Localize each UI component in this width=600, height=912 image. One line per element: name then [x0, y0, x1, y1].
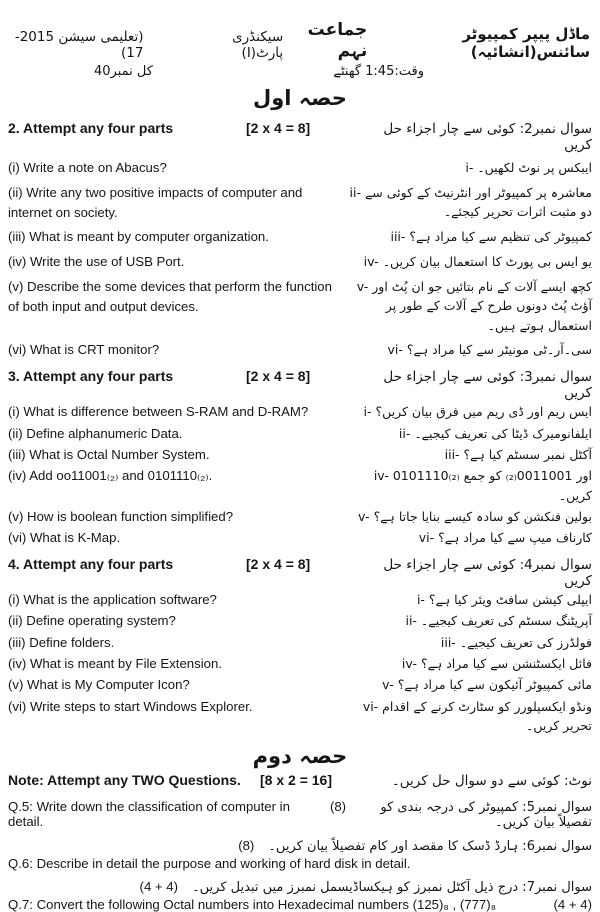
- section-q2-marks-bracket: [2 x 4 = 8]: [246, 120, 311, 136]
- question-text-ur: iv- فائل ایکسٹنشن سے کیا مراد ہے؟: [401, 656, 592, 672]
- question5-text-ur: سوال نمبر5: کمپیوٹر کی درجہ بندی کو تفصیلاً بیان کریں۔: [380, 799, 592, 830]
- question-text-en: (iii) Define folders.: [8, 634, 115, 650]
- question-row: [8, 252, 592, 272]
- question-text-en: (i) What is difference between S-RAM and D-RAM?: [8, 404, 309, 420]
- question-text-en: (v) How is boolean function simplified?: [8, 508, 234, 524]
- question-row: [8, 158, 592, 178]
- question-text-ur: i- ایبکس پر نوٹ لکھیں۔: [465, 160, 592, 175]
- question6-text-en: Q.6: Describe in detail the purpose and working of hard disk in detail.: [8, 855, 411, 871]
- question7-english-line: [8, 897, 592, 912]
- section-q4-items: [8, 590, 592, 735]
- question6-marks: (8): [238, 837, 255, 853]
- section-q4-heading-en: 4. Attempt any four parts: [8, 555, 174, 572]
- paper-subheader: [8, 61, 592, 79]
- question-text-ur: v- بولین فنکشن کو سادہ کیسے بنایا جاتا ہے؟: [358, 508, 592, 524]
- paper-title: ماڈل پیپر کمپیوٹر سائنس(انشائیہ): [462, 25, 590, 61]
- question-row: [8, 183, 592, 223]
- question5-marks: (8): [329, 798, 347, 814]
- section-q2-heading-row: [8, 120, 592, 153]
- question7-block: [8, 879, 592, 912]
- question-row: [8, 424, 592, 444]
- question-text-en: (vi) Write steps to start Windows Explorer.: [8, 698, 253, 714]
- session-label: (تعلیمی سیشن 2015-17): [14, 29, 144, 61]
- question7-text-ur: سوال نمبر7: درج ذیل آکٹل نمبرز کو ہیکساڈیسمل نمبرز میں تبدیل کریں۔: [192, 879, 592, 895]
- question-text-en: (iii) What is Octal Number System.: [8, 447, 210, 462]
- class-label: جماعت نہم: [307, 20, 368, 61]
- question-text-ur: v- کچھ ایسے آلات کے نام بتائیں جو ان پُٹ اور آؤٹ پُٹ دونوں طرح کے آلات کے طور پر استعمال ہوتے ہیں۔: [356, 278, 592, 333]
- section-q3-heading-en: 3. Attempt any four parts: [8, 367, 174, 384]
- question-row: [8, 340, 592, 360]
- question6-urdu-line: [8, 838, 592, 854]
- part-label: سیکنڈری پارٹ(I): [232, 29, 284, 61]
- question-text-ur: iii- فولڈرز کی تعریف کیجیے۔: [440, 634, 592, 650]
- question-text-en: (ii) Write any two positive impacts of computer and internet on society.: [8, 184, 303, 220]
- question-row: [8, 466, 592, 505]
- question-text-en: (v) Describe the some devices that perform the function of both input and output devices.: [8, 278, 332, 314]
- question6-block: [8, 838, 592, 871]
- paper-header: [8, 10, 592, 61]
- question-row: [8, 654, 592, 674]
- note-text-en: Note: Attempt any TWO Questions.: [8, 771, 241, 788]
- note-marks-bracket: [8 x 2 = 16]: [260, 771, 332, 788]
- time-label: وقت:1:45 گھنٹے: [333, 64, 424, 79]
- question-text-ur: ii- معاشرہ پر کمپیوٹر اور انٹرنیٹ کے کوئی سے دو مثبت اثرات تحریر کیجئے۔: [349, 184, 592, 220]
- question-text-en: (vi) What is CRT monitor?: [8, 342, 160, 358]
- part2-heading: حصہ دوم: [252, 743, 348, 768]
- question-text-en: (iv) What is meant by File Extension.: [8, 656, 223, 672]
- question-row: [8, 227, 592, 247]
- note-text-ur: نوٹ: کوئی سے دو سوال حل کریں۔: [391, 772, 592, 789]
- section-q2-heading-en: 2. Attempt any four parts: [8, 120, 174, 136]
- question-text-en: (ii) Define alphanumeric Data.: [8, 425, 183, 441]
- question5-row: [8, 799, 592, 830]
- part2-note-row: [8, 772, 592, 789]
- question-text-ur: iii- آکٹل نمبر سسٹم کیا ہے؟: [444, 447, 592, 462]
- total-marks-label: کل نمبر40: [94, 64, 153, 79]
- section-q2-items: [8, 158, 592, 360]
- question-row: [8, 507, 592, 527]
- question-row: [8, 590, 592, 610]
- part1-heading: حصہ اول: [253, 86, 347, 110]
- question-row: [8, 445, 592, 465]
- question-text-en: (iv) Write the use of USB Port.: [8, 254, 185, 270]
- section-q4-marks-bracket: [2 x 4 = 8]: [246, 555, 311, 572]
- question-text-en: (vi) What is K-Map.: [8, 529, 121, 545]
- section-q2-heading-ur: سوال نمبر2: کوئی سے چار اجزاء حل کریں: [383, 121, 592, 153]
- question-row: [8, 697, 592, 736]
- section-q3-heading-row: [8, 368, 592, 401]
- section-q4-heading-ur: سوال نمبر4: کوئی سے چار اجزاء حل کریں: [383, 556, 592, 589]
- question-text-ur: i- ایس ریم اور ڈی ریم میں فرق بیان کریں؟: [363, 404, 592, 420]
- question-text-ur: iv- 0101110₍₂₎ اور 0011001₍₂₎ کو جمع کریں۔: [373, 468, 592, 503]
- section-q3-marks-bracket: [2 x 4 = 8]: [246, 367, 311, 384]
- question7-text-en: Q.7: Convert the following Octal numbers into Hexadecimal numbers (125)₈ , (777)₈: [8, 896, 497, 912]
- question-row: [8, 675, 592, 695]
- question-text-ur: ii- آپریٹنگ سسٹم کی تعریف کیجیے۔: [405, 613, 592, 629]
- question-text-en: (v) What is My Computer Icon?: [8, 677, 190, 693]
- question-row: [8, 402, 592, 422]
- question-text-en: (iii) What is meant by computer organization.: [8, 229, 269, 245]
- question-text-en: (i) What is the application software?: [8, 592, 217, 608]
- question-text-ur: vi- کارناف میپ سے کیا مراد ہے؟: [418, 529, 592, 545]
- question5-text-en: Q.5: Write down the classification of computer in detail.: [8, 798, 290, 829]
- question7-urdu-line: [8, 879, 592, 895]
- question-text-ur: i- ایپلی کیشن سافٹ ویئر کیا ہے؟: [416, 592, 592, 608]
- section-q4-heading-row: [8, 556, 592, 589]
- question-text-en: (i) Write a note on Abacus?: [8, 160, 167, 175]
- question-text-en: (ii) Define operating system?: [8, 613, 176, 629]
- question-text-ur: vi- ونڈو ایکسپلورر کو سٹارٹ کرنے کے اقدام تحریر کریں۔: [362, 698, 592, 733]
- section-q3-items: [8, 402, 592, 547]
- question-text-en: (iv) Add oo11001₍₂₎ and 0101110₍₂₎.: [8, 468, 213, 484]
- section-q3-heading-ur: سوال نمبر3: کوئی سے چار اجزاء حل کریں: [383, 368, 592, 401]
- question7-marks-english-line: (4 + 4): [553, 896, 592, 912]
- question6-text-ur: سوال نمبر6: ہارڈ ڈسک کا مقصد اور کام تفصیلاً بیان کریں۔: [268, 838, 592, 854]
- question-row: [8, 611, 592, 631]
- question7-marks-urdu-line: (4 + 4): [139, 878, 179, 894]
- question-row: [8, 633, 592, 653]
- question-text-ur: iv- یو ایس بی پورٹ کا استعمال بیان کریں۔: [363, 254, 592, 270]
- question-row: [8, 277, 592, 335]
- question-text-ur: vi- سی۔آر۔ٹی مونیٹر سے کیا مراد ہے؟: [387, 342, 592, 358]
- question-row: [8, 528, 592, 548]
- question-text-ur: ii- ایلفانومیرک ڈیٹا کی تعریف کیجیے۔: [398, 425, 592, 441]
- question-text-ur: iii- کمپیوٹر کی تنظیم سے کیا مراد ہے؟: [390, 229, 592, 245]
- question-text-ur: v- مائی کمپیوٹر آئیکون سے کیا مراد ہے؟: [382, 677, 592, 693]
